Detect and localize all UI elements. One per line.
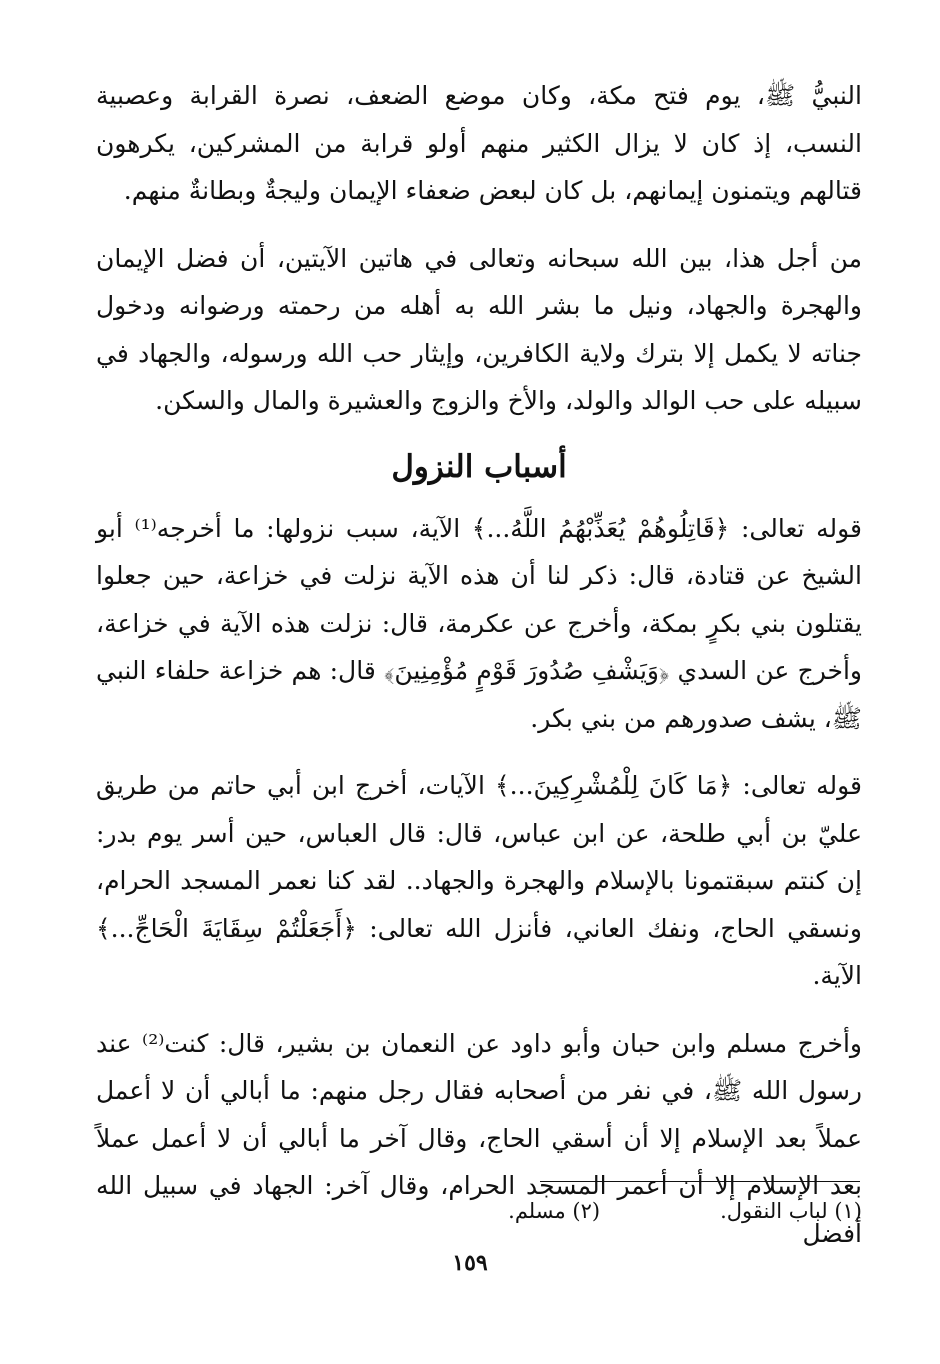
- paragraph: النبيُّ ﷺ، يوم فتح مكة، وكان موضع الضعف، نصرة القرابة وعصبية النسب، إذ كان لا يزال الكثير منهم أولو قرابة من المشركين، يكرهون قتالهم ويتمنون إيمانهم، بل كان لبعض ضعفاء الإيمان وليجةٌ وبطانةٌ منهم.: [96, 81, 862, 205]
- paragraph: قوله تعالى: ﴿مَا كَانَ لِلْمُشْرِكِينَ...﴾ الآيات، أخرج ابن أبي حاتم من طريق عليّ بن أبي طلحة، عن ابن عباس، قال: قال العباس، حين أسر يوم بدر: إن كنتم سبقتمونا بالإسلام والهجرة والجهاد.. لقد كنا نعمر المسجد الحرام، ونسقي الحاج، ونفك العاني، فأنزل الله تعالى: ﴿أَجَعَلْتُمْ سِقَايَةَ الْحَاجِّ...﴾ الآية.: [96, 771, 862, 990]
- section-heading: أسباب النزول: [391, 448, 567, 485]
- paragraph: من أجل هذا، بين الله سبحانه وتعالى في هاتين الآيتين، أن فضل الإيمان والهجرة والجهاد، ونيل ما بشر الله به أهله من رحمته ورضوانه ودخول جناته لا يكمل إلا بترك ولاية الكافرين، وإيثار حب الله ورسوله، والجهاد في سبيله على حب الوالد والولد، والأخ والزوج والعشيرة والمال والسكن.: [96, 243, 862, 415]
- paragraph: وأخرج مسلم وابن حبان وأبو داود عن النعمان بن بشير، قال: كنت⁽²⁾ عند رسول الله ﷺ، في نفر من أصحابه فقال رجل منهم: ما أبالي أن لا أعمل عملاً بعد الإسلام إلا أن أسقي الحاج، وقال آخر ما أبالي أن لا أعمل عملاً بعد الإسلام إلا أن أعمر المسجد الحرام، وقال آخر: الجهاد في سبيل الله أفضل: [96, 1028, 863, 1248]
- footnote-2: (٢) مسلم.: [508, 1199, 601, 1223]
- footnote-divider: [540, 1181, 860, 1182]
- page-number: ١٥٩: [452, 1250, 488, 1276]
- main-text: [96, 72, 862, 1277]
- footnotes: [300, 1196, 862, 1226]
- paragraph: قوله تعالى: ﴿قَاتِلُوهُمْ يُعَذِّبْهُمُ اللَّهُ...﴾ الآية، سبب نزولها: ما أخرجه⁽¹⁾ أبو الشيخ عن قتادة، قال: ذكر لنا أن هذه الآية نزلت في خزاعة، حين جعلوا يقتلون بني بكرٍ بمكة، وأخرج عن عكرمة، قال: نزلت هذه الآية في خزاعة، وأخرج عن السدي ﴿وَيَشْفِ صُدُورَ قَوْمٍ مُؤْمِنِينَ﴾ قال: هم خزاعة حلفاء النبي ﷺ، يشف صدورهم من بني بكر.: [96, 513, 863, 733]
- footnote-1: (١) لباب النقول.: [720, 1199, 862, 1223]
